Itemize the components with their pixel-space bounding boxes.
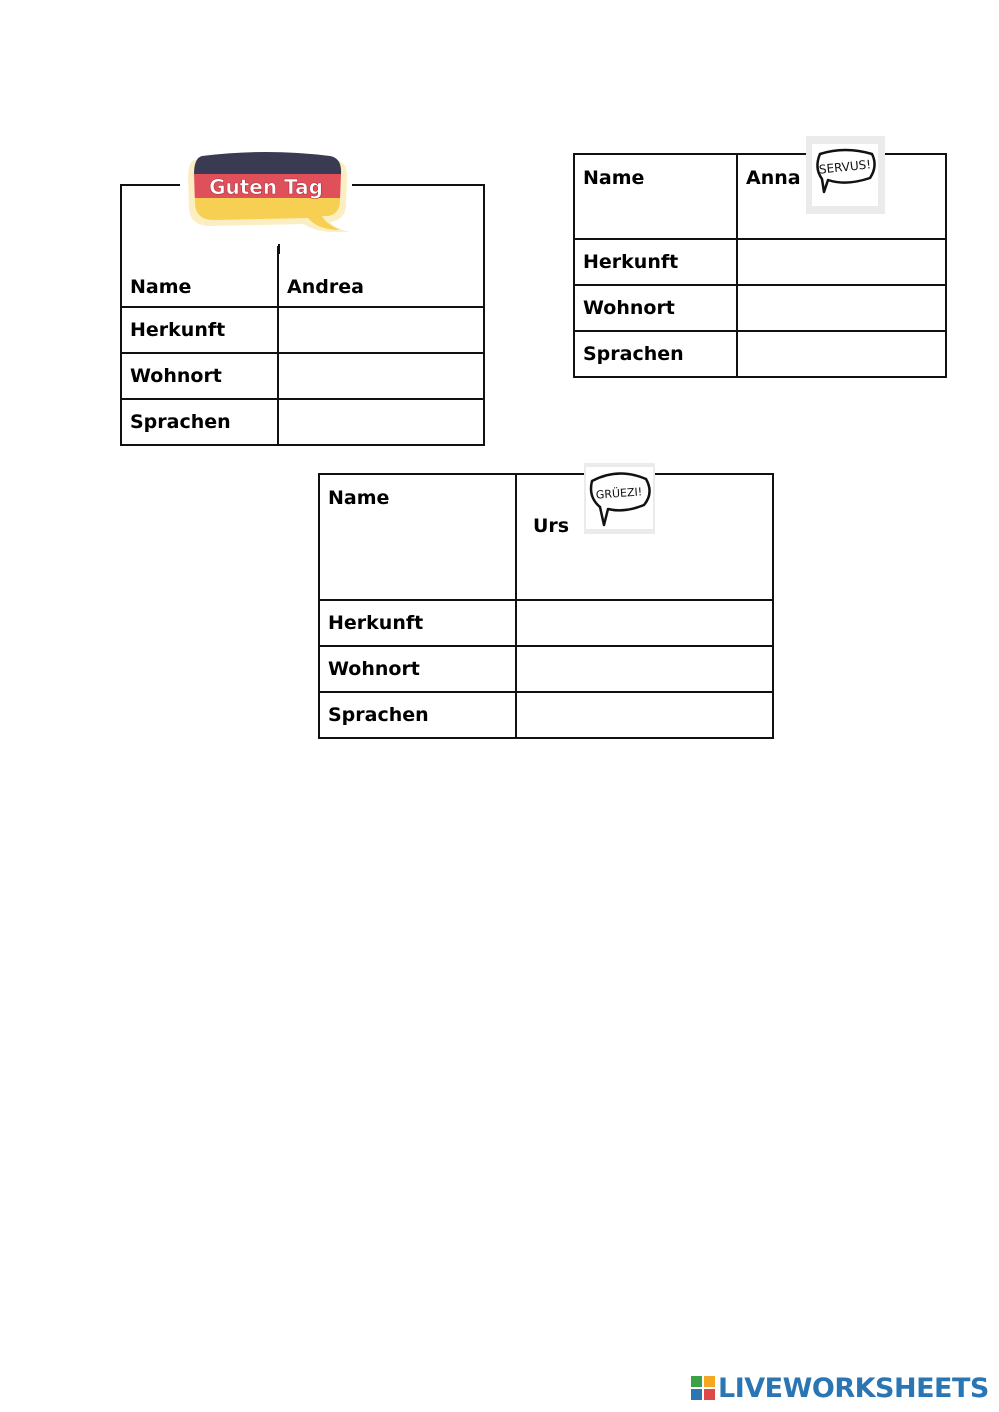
herkunft-input[interactable] — [737, 239, 946, 285]
name-value: Urs — [516, 474, 773, 600]
wohnort-label: Wohnort — [319, 646, 516, 692]
name-label: Name — [121, 246, 278, 307]
sprachen-input[interactable] — [737, 331, 946, 377]
speech-bubble-icon — [806, 136, 885, 214]
servus-sticker — [806, 136, 885, 214]
sprachen-input[interactable] — [278, 399, 484, 445]
wohnort-label: Wohnort — [121, 353, 278, 399]
wohnort-input[interactable] — [278, 353, 484, 399]
herkunft-label: Herkunft — [574, 239, 737, 285]
herkunft-label: Herkunft — [319, 600, 516, 646]
liveworksheets-logo-icon — [691, 1376, 715, 1400]
guten-tag-sticker — [180, 150, 352, 232]
sprachen-input[interactable] — [516, 692, 773, 738]
gruezi-text: GRÜEZI! — [595, 485, 643, 502]
gruezi-sticker — [584, 463, 655, 534]
sprachen-label: Sprachen — [121, 399, 278, 445]
flag-stripe-gold — [180, 198, 352, 232]
column-divider — [278, 244, 280, 254]
name-label: Name — [574, 154, 737, 239]
liveworksheets-brand[interactable] — [691, 1372, 989, 1404]
servus-text: SERVUS! — [818, 157, 872, 177]
herkunft-input[interactable] — [278, 307, 484, 353]
flag-stripe-black — [180, 150, 352, 174]
brand-wordmark: LIVEWORKSHEETS — [718, 1372, 989, 1404]
speech-bubble-icon — [584, 463, 655, 534]
wohnort-input[interactable] — [516, 646, 773, 692]
name-value: Anna — [737, 154, 946, 239]
herkunft-label: Herkunft — [121, 307, 278, 353]
guten-tag-text: Guten Tag — [209, 175, 323, 199]
profile-table-urs — [318, 473, 774, 739]
wohnort-label: Wohnort — [574, 285, 737, 331]
speech-bubble-icon — [180, 150, 352, 232]
sprachen-label: Sprachen — [574, 331, 737, 377]
wohnort-input[interactable] — [737, 285, 946, 331]
profile-table-anna — [573, 153, 947, 378]
name-value: Andrea — [278, 246, 484, 307]
sprachen-label: Sprachen — [319, 692, 516, 738]
herkunft-input[interactable] — [516, 600, 773, 646]
name-label: Name — [319, 474, 516, 600]
